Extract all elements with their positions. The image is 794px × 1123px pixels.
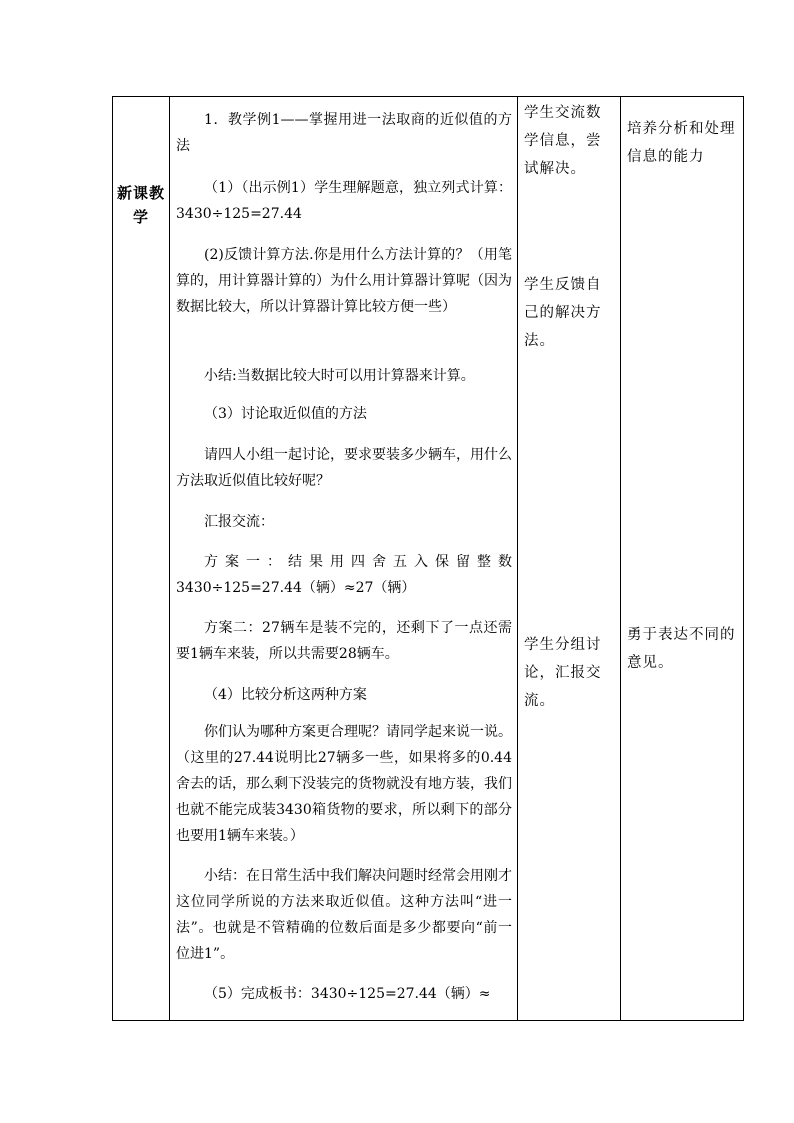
paragraph-analysis: 你们认为哪种方案更合理呢？请同学起来说一说。（这里的27.44说明比27辆多一些，如果将多的0.44舍去的话，那么剩下没装完的货物就没有地方装，我们也就不能完成装3430箱货物的要求，所以剩下的部分也要用1辆车来装。） (176, 724, 512, 844)
paragraph-step-4: （4）比较分析这两种方案 (204, 687, 367, 703)
design-intent-column (621, 97, 743, 1020)
paragraph-step-1: （1）（出示例1）学生理解题意，独立列式计算：3430÷125=27.44 (176, 180, 512, 222)
lesson-plan-table (112, 96, 744, 1021)
student-activity-1: 学生交流数学信息，尝试解决。 (524, 105, 602, 177)
paragraph-plan-2: 方案二：27辆车是装不完的，还剩下了一点还需要1辆车来装，所以共需要28辆车。 (176, 620, 512, 662)
teaching-content-column (170, 97, 517, 1020)
paragraph-plan-1: 方案一：结果用四舍五入保留整数3430÷125=27.44（辆）≈27（辆） (176, 554, 512, 596)
paragraph-report: 汇报交流： (204, 514, 274, 530)
design-intent-1: 培养分析和处理信息的能力 (627, 121, 736, 165)
section-label: 新课教学 (117, 184, 166, 226)
student-activity-column (518, 97, 620, 1020)
section-column (113, 97, 169, 1020)
paragraph-step-5: （5）完成板书：3430÷125=27.44（辆）≈ (204, 986, 491, 1002)
paragraph-group-discussion: 请四人小组一起讨论，要求要装多少辆车，用什么方法取近似值比较好呢？ (176, 447, 512, 489)
student-activity-2: 学生反馈自己的解决方法。 (524, 277, 602, 349)
paragraph-summary-1: 小结:当数据比较大时可以用计算器来计算。 (204, 368, 475, 384)
paragraph-step-3: （3）讨论取近似值的方法 (204, 406, 367, 422)
design-intent-2: 勇于表达不同的意见。 (627, 627, 736, 671)
student-activity-3: 学生分组讨论，汇报交流。 (524, 637, 602, 709)
paragraph-example-1: 1．教学例1——掌握用进一法取商的近似值的方法 (176, 112, 512, 154)
paragraph-summary-2: 小结：在日常生活中我们解决问题时经常会用刚才这位同学所说的方法来取近似值。这种方法叫“进一法”。也就是不管精确的位数后面是多少都要向“前一位进1”。 (176, 868, 512, 962)
paragraph-step-2: (2)反馈计算方法.你是用什么方法计算的？（用笔算的，用计算器计算的）为什么用计算器计算呢（因为数据比较大，所以计算器计算比较方便一些） (176, 247, 512, 315)
